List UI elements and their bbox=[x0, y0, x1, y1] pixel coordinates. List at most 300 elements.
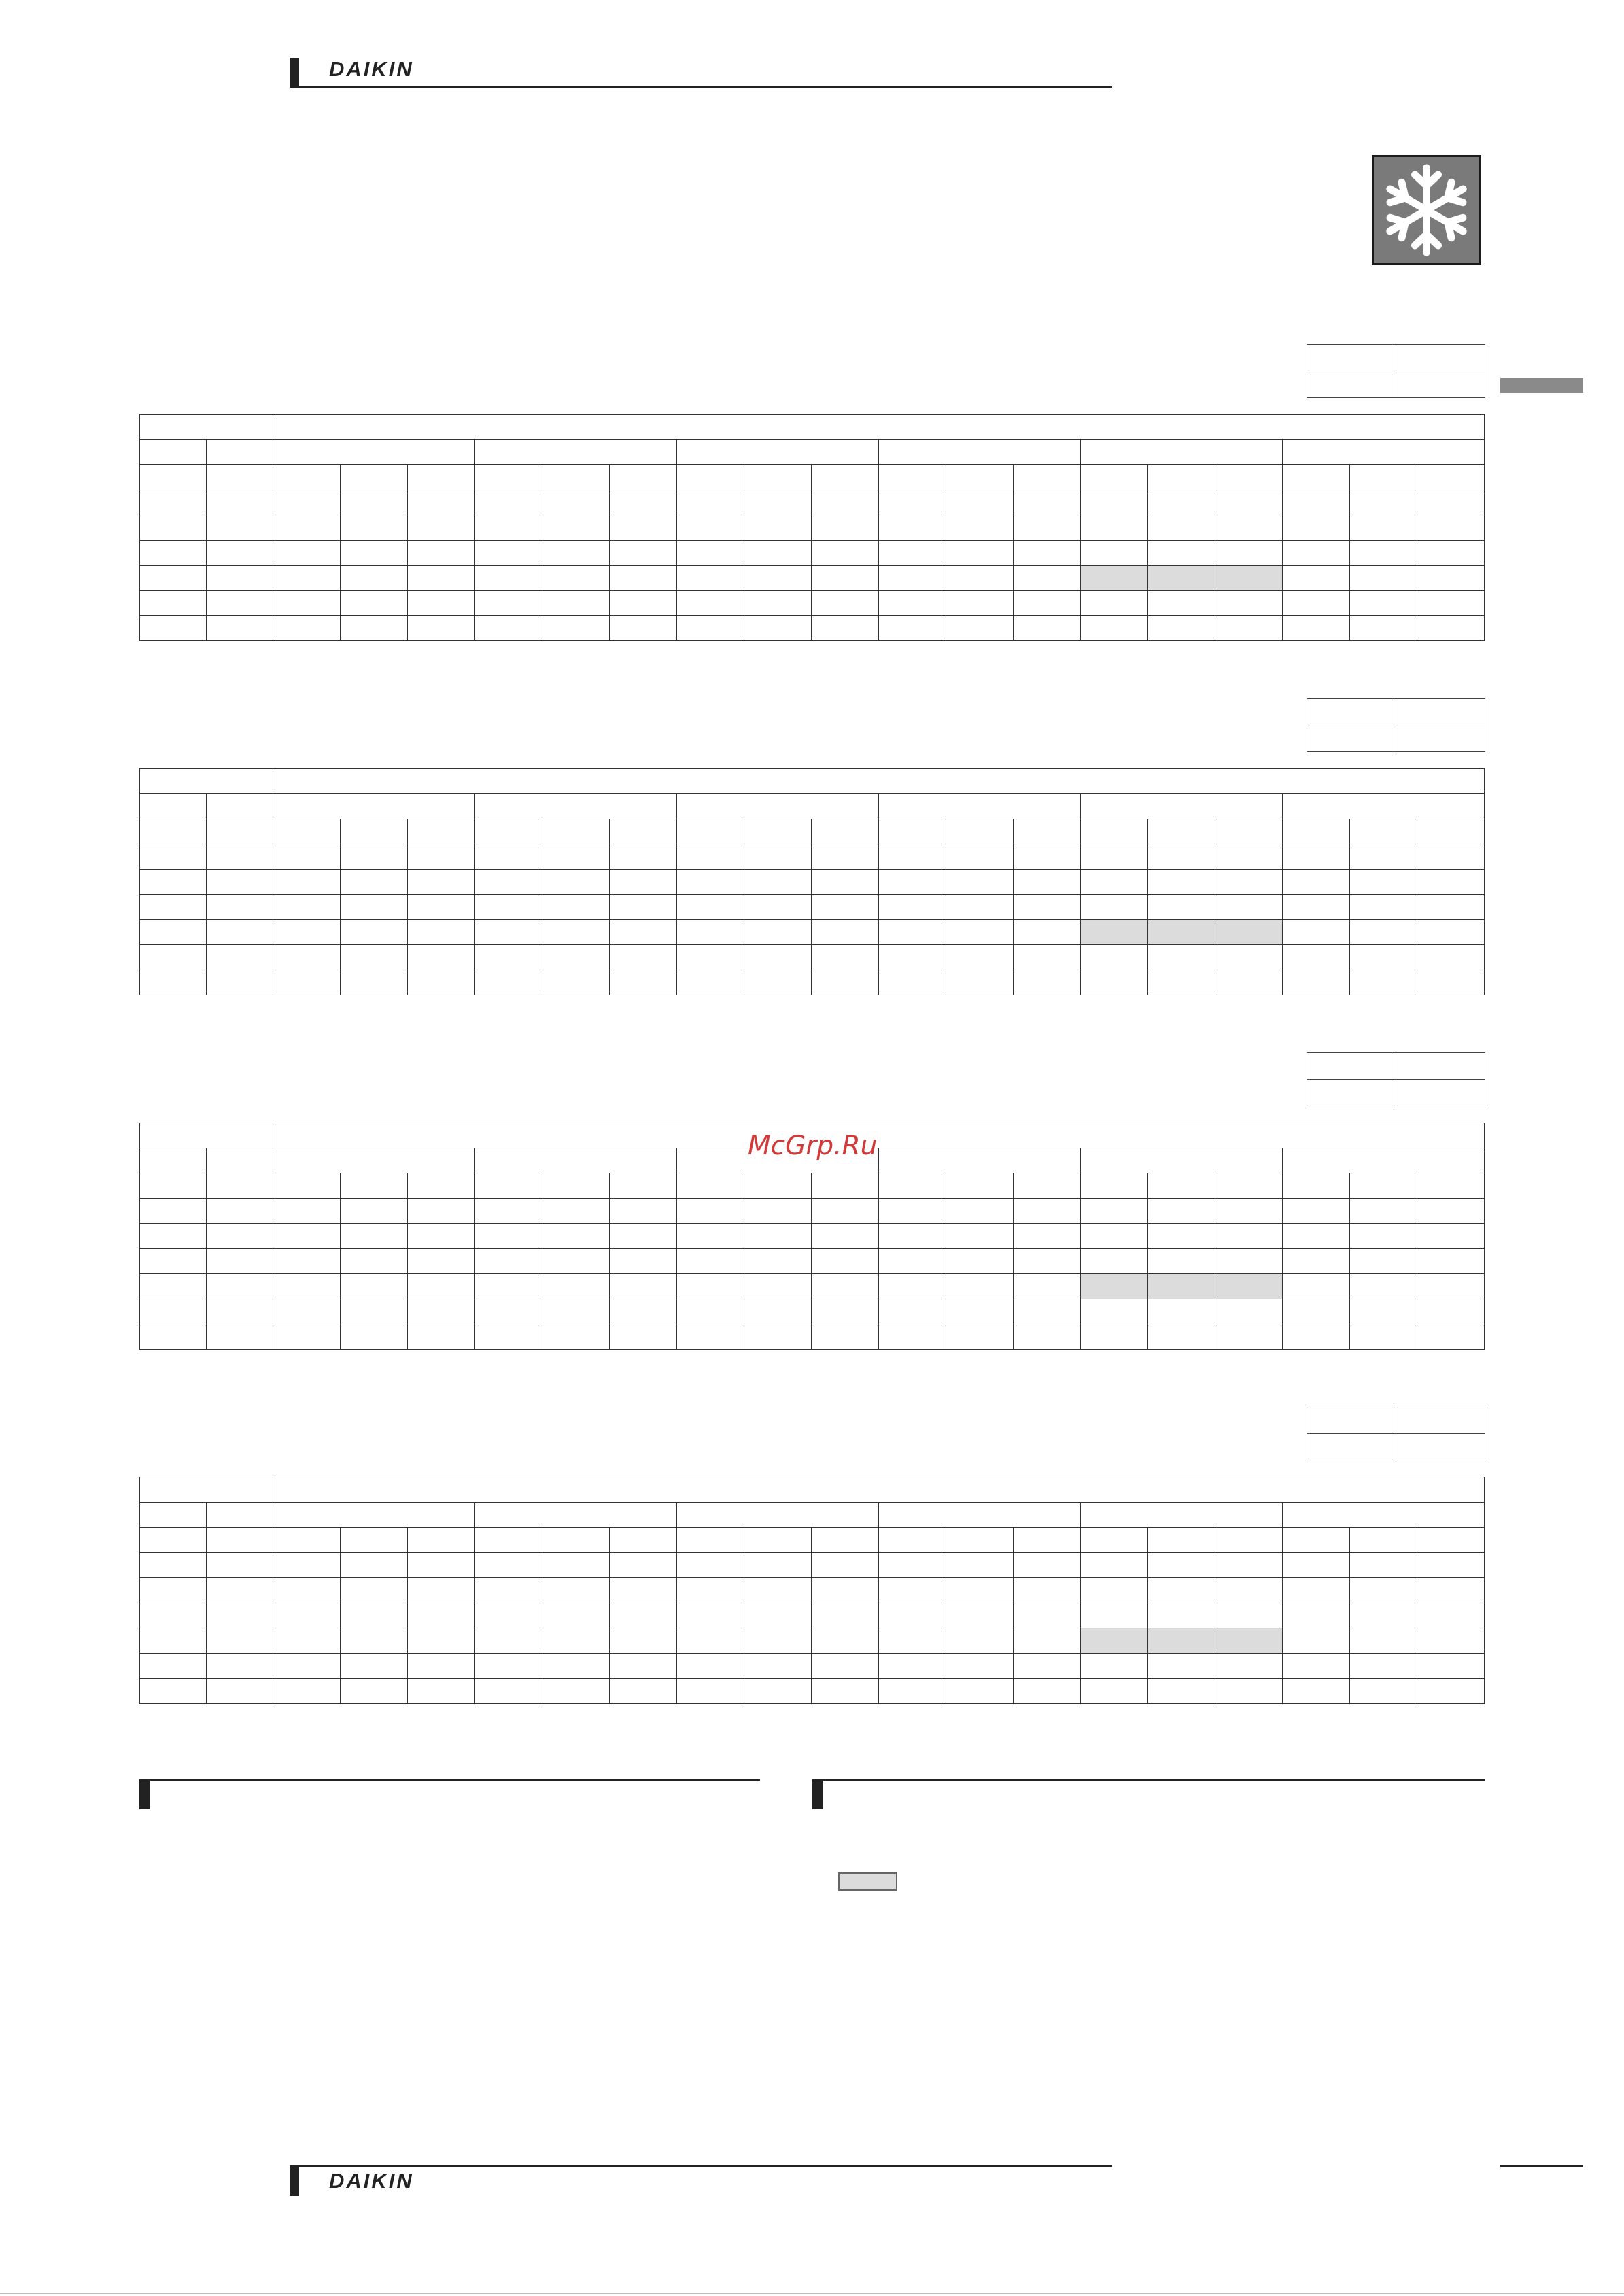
table-cell bbox=[475, 970, 542, 995]
watermark-text: McGrp.Ru bbox=[748, 1131, 878, 1161]
table-cell bbox=[677, 895, 744, 920]
table-cell bbox=[1215, 870, 1283, 895]
table-row bbox=[140, 945, 1485, 970]
notes-right-rule bbox=[812, 1779, 1485, 1781]
table-cell bbox=[408, 1603, 475, 1628]
capacity-table-2 bbox=[139, 768, 1485, 995]
table-cell bbox=[946, 515, 1014, 541]
table-cell bbox=[140, 1654, 207, 1679]
table-cell bbox=[879, 1249, 946, 1274]
table-cell bbox=[475, 895, 542, 920]
table-cell bbox=[1215, 1578, 1283, 1603]
table-cell bbox=[1215, 566, 1283, 591]
table-cell bbox=[879, 844, 946, 870]
table-cell bbox=[677, 1199, 744, 1224]
table-cell bbox=[1350, 591, 1417, 616]
table-cell bbox=[475, 844, 542, 870]
table-cell bbox=[542, 1578, 610, 1603]
table-cell bbox=[542, 1603, 610, 1628]
table-cell bbox=[1215, 515, 1283, 541]
table-cell bbox=[1014, 1628, 1081, 1654]
table-cell bbox=[610, 541, 677, 566]
table-cell bbox=[879, 870, 946, 895]
table-cell bbox=[140, 541, 207, 566]
table-group-header-cell bbox=[1081, 1148, 1283, 1173]
table-cell bbox=[1014, 1299, 1081, 1324]
table-group-header-cell bbox=[1081, 794, 1283, 819]
table-cell bbox=[408, 895, 475, 920]
table-cell bbox=[1014, 920, 1081, 945]
table-cell bbox=[207, 616, 273, 641]
table-cell bbox=[1081, 1324, 1148, 1350]
table-cell bbox=[677, 1578, 744, 1603]
table-cell bbox=[273, 844, 341, 870]
table-cell bbox=[1215, 819, 1283, 844]
mini-cell bbox=[1307, 371, 1396, 398]
table-cell bbox=[1215, 1679, 1283, 1704]
table-cell bbox=[1215, 591, 1283, 616]
table-subheader-row bbox=[140, 1503, 1485, 1528]
table-cell bbox=[542, 970, 610, 995]
table-cell bbox=[677, 844, 744, 870]
table-cell bbox=[1417, 1173, 1485, 1199]
table-cell bbox=[542, 870, 610, 895]
table-cell bbox=[946, 1528, 1014, 1553]
table-cell bbox=[1417, 1528, 1485, 1553]
table-cell bbox=[946, 1578, 1014, 1603]
table-cell bbox=[1148, 970, 1215, 995]
table-cell bbox=[1417, 541, 1485, 566]
table-cell bbox=[677, 515, 744, 541]
table-cell bbox=[610, 945, 677, 970]
table-cell bbox=[1081, 870, 1148, 895]
table-cell bbox=[812, 1603, 879, 1628]
table-cell bbox=[610, 1224, 677, 1249]
table-cell bbox=[408, 819, 475, 844]
table-cell bbox=[879, 1173, 946, 1199]
table-cell bbox=[1283, 566, 1350, 591]
table-cell bbox=[677, 1173, 744, 1199]
table-cell bbox=[408, 1224, 475, 1249]
table-cell bbox=[744, 1628, 812, 1654]
table-cell bbox=[1350, 895, 1417, 920]
table-cell bbox=[475, 591, 542, 616]
table-cell bbox=[744, 1249, 812, 1274]
table-cell bbox=[1215, 844, 1283, 870]
table-cell bbox=[408, 566, 475, 591]
table-cell bbox=[744, 616, 812, 641]
table-cell bbox=[207, 1324, 273, 1350]
table-cell bbox=[207, 1274, 273, 1299]
table-cell bbox=[744, 945, 812, 970]
table-cell bbox=[207, 970, 273, 995]
table-cell bbox=[207, 819, 273, 844]
table-cell bbox=[1215, 1199, 1283, 1224]
table-cell bbox=[542, 616, 610, 641]
table-cell bbox=[946, 1628, 1014, 1654]
table-cell bbox=[1081, 1679, 1148, 1704]
table-cell bbox=[140, 591, 207, 616]
table-cell bbox=[475, 1528, 542, 1553]
table-cell bbox=[273, 1679, 341, 1704]
table-cell bbox=[140, 1578, 207, 1603]
table-cell bbox=[610, 1603, 677, 1628]
table-header-cell bbox=[207, 440, 273, 465]
table-header-cell bbox=[140, 1477, 273, 1503]
table-cell bbox=[1014, 1324, 1081, 1350]
table-cell bbox=[1350, 616, 1417, 641]
table-cell bbox=[408, 616, 475, 641]
table-cell bbox=[542, 490, 610, 515]
table-cell bbox=[1081, 490, 1148, 515]
table-row bbox=[140, 920, 1485, 945]
table-cell bbox=[475, 490, 542, 515]
table-cell bbox=[408, 870, 475, 895]
table-cell bbox=[744, 541, 812, 566]
table-row bbox=[140, 616, 1485, 641]
mini-cell bbox=[1396, 371, 1485, 398]
table-cell bbox=[341, 870, 408, 895]
table-cell bbox=[273, 515, 341, 541]
table-cell bbox=[140, 1199, 207, 1224]
table-row bbox=[140, 1173, 1485, 1199]
table-cell bbox=[946, 591, 1014, 616]
table-cell bbox=[273, 616, 341, 641]
table-cell bbox=[1417, 515, 1485, 541]
mini-cell bbox=[1307, 1053, 1396, 1080]
table-cell bbox=[1148, 1199, 1215, 1224]
table-cell bbox=[341, 844, 408, 870]
table-cell bbox=[1283, 1578, 1350, 1603]
table-cell bbox=[1081, 1299, 1148, 1324]
table-cell bbox=[341, 819, 408, 844]
table-group-header-cell bbox=[1283, 794, 1485, 819]
mini-cell bbox=[1396, 699, 1485, 725]
table-cell bbox=[610, 1553, 677, 1578]
table-cell bbox=[1283, 1173, 1350, 1199]
table-group-header-cell bbox=[677, 440, 879, 465]
table-cell bbox=[475, 465, 542, 490]
snowflake-icon-box bbox=[1372, 155, 1481, 265]
table-cell bbox=[677, 1553, 744, 1578]
table-cell bbox=[744, 895, 812, 920]
table-cell bbox=[207, 1249, 273, 1274]
table-cell bbox=[475, 920, 542, 945]
table-row bbox=[140, 465, 1485, 490]
table-cell bbox=[542, 566, 610, 591]
table-cell bbox=[1014, 870, 1081, 895]
table-cell bbox=[1014, 1553, 1081, 1578]
table-row bbox=[140, 970, 1485, 995]
table-cell bbox=[140, 1274, 207, 1299]
notes-left-rule bbox=[139, 1779, 760, 1781]
table-header-row bbox=[140, 769, 1485, 794]
table-cell bbox=[879, 566, 946, 591]
table-cell bbox=[408, 1299, 475, 1324]
mini-cell bbox=[1396, 725, 1485, 752]
table-cell bbox=[744, 1299, 812, 1324]
table-cell bbox=[744, 1578, 812, 1603]
table-cell bbox=[1014, 970, 1081, 995]
table-cell bbox=[1417, 895, 1485, 920]
table-cell bbox=[677, 1324, 744, 1350]
table-cell bbox=[542, 1553, 610, 1578]
table-cell bbox=[1350, 1299, 1417, 1324]
table-cell bbox=[1081, 1224, 1148, 1249]
table-cell bbox=[475, 1173, 542, 1199]
table-cell bbox=[946, 1553, 1014, 1578]
mini-cell bbox=[1307, 345, 1396, 371]
table-cell bbox=[1215, 1528, 1283, 1553]
table-cell bbox=[677, 1299, 744, 1324]
table-cell bbox=[946, 1654, 1014, 1679]
table-cell bbox=[140, 970, 207, 995]
table-cell bbox=[1283, 591, 1350, 616]
table-cell bbox=[542, 1224, 610, 1249]
table-cell bbox=[812, 870, 879, 895]
table-row bbox=[140, 490, 1485, 515]
table-cell bbox=[1081, 1173, 1148, 1199]
mini-cell bbox=[1307, 1407, 1396, 1434]
table-cell bbox=[408, 541, 475, 566]
table-cell bbox=[812, 1578, 879, 1603]
table-cell bbox=[273, 566, 341, 591]
table-cell bbox=[812, 1224, 879, 1249]
table-cell bbox=[1283, 870, 1350, 895]
table-cell bbox=[946, 1274, 1014, 1299]
table-cell bbox=[1014, 591, 1081, 616]
table-cell bbox=[1350, 566, 1417, 591]
table-cell bbox=[946, 895, 1014, 920]
table-cell bbox=[879, 1654, 946, 1679]
table-cell bbox=[677, 920, 744, 945]
table-cell bbox=[475, 616, 542, 641]
table-cell bbox=[207, 945, 273, 970]
table-cell bbox=[341, 1324, 408, 1350]
table-cell bbox=[744, 1679, 812, 1704]
table-cell bbox=[475, 819, 542, 844]
table-cell bbox=[1350, 870, 1417, 895]
table-cell bbox=[1417, 1224, 1485, 1249]
table-cell bbox=[542, 591, 610, 616]
table-cell bbox=[341, 465, 408, 490]
header-accent-bar bbox=[290, 58, 299, 88]
table-cell bbox=[273, 1528, 341, 1553]
table-cell bbox=[879, 490, 946, 515]
table-header-cell bbox=[140, 1503, 207, 1528]
table-cell bbox=[812, 616, 879, 641]
table-cell bbox=[1148, 1578, 1215, 1603]
table-cell bbox=[1417, 1679, 1485, 1704]
table-cell bbox=[273, 1224, 341, 1249]
spec-mini-table-4 bbox=[1307, 1407, 1485, 1460]
table-cell bbox=[1081, 970, 1148, 995]
table-row bbox=[140, 1224, 1485, 1249]
table-cell bbox=[207, 1603, 273, 1628]
table-cell bbox=[542, 895, 610, 920]
table-row bbox=[140, 1528, 1485, 1553]
table-cell bbox=[1148, 1679, 1215, 1704]
table-cell bbox=[1148, 541, 1215, 566]
table-cell bbox=[744, 1528, 812, 1553]
table-cell bbox=[341, 1528, 408, 1553]
table-cell bbox=[677, 1628, 744, 1654]
table-cell bbox=[542, 920, 610, 945]
table-cell bbox=[1283, 945, 1350, 970]
mini-cell bbox=[1307, 1080, 1396, 1106]
table-cell bbox=[1014, 1173, 1081, 1199]
table-cell bbox=[1350, 1628, 1417, 1654]
table-cell bbox=[1417, 819, 1485, 844]
table-cell bbox=[879, 1679, 946, 1704]
table-cell bbox=[1350, 515, 1417, 541]
table-cell bbox=[1417, 1249, 1485, 1274]
table-cell bbox=[207, 1628, 273, 1654]
table-cell bbox=[140, 616, 207, 641]
table-cell bbox=[946, 970, 1014, 995]
table-cell bbox=[475, 515, 542, 541]
table-group-header-cell bbox=[1283, 1503, 1485, 1528]
table-cell bbox=[475, 1654, 542, 1679]
table-cell bbox=[273, 1603, 341, 1628]
table-cell bbox=[1283, 920, 1350, 945]
table-cell bbox=[946, 616, 1014, 641]
table-row bbox=[140, 591, 1485, 616]
table-cell bbox=[273, 490, 341, 515]
table-cell bbox=[542, 1299, 610, 1324]
table-cell bbox=[1148, 1654, 1215, 1679]
table-row bbox=[140, 1274, 1485, 1299]
table-cell bbox=[1014, 616, 1081, 641]
table-cell bbox=[273, 970, 341, 995]
table-cell bbox=[1081, 1603, 1148, 1628]
table-cell bbox=[879, 1299, 946, 1324]
table-cell bbox=[1350, 1224, 1417, 1249]
table-cell bbox=[610, 1628, 677, 1654]
table-cell bbox=[542, 1274, 610, 1299]
table-cell bbox=[1417, 566, 1485, 591]
mini-cell bbox=[1307, 699, 1396, 725]
table-header-cell bbox=[140, 440, 207, 465]
table-cell bbox=[610, 895, 677, 920]
table-cell bbox=[273, 870, 341, 895]
table-cell bbox=[879, 541, 946, 566]
table-cell bbox=[341, 1654, 408, 1679]
table-cell bbox=[1148, 895, 1215, 920]
table-cell bbox=[475, 1299, 542, 1324]
table-cell bbox=[408, 1578, 475, 1603]
table-group-header-cell bbox=[273, 1148, 475, 1173]
table-cell bbox=[408, 1199, 475, 1224]
table-header-row bbox=[140, 1477, 1485, 1503]
table-cell bbox=[1283, 819, 1350, 844]
table-cell bbox=[1148, 490, 1215, 515]
table-cell bbox=[1215, 1553, 1283, 1578]
table-cell bbox=[1148, 1173, 1215, 1199]
table-cell bbox=[744, 819, 812, 844]
table-cell bbox=[879, 1578, 946, 1603]
table-subheader-row bbox=[140, 440, 1485, 465]
table-cell bbox=[140, 515, 207, 541]
table-cell bbox=[812, 1324, 879, 1350]
table-cell bbox=[408, 920, 475, 945]
table-cell bbox=[1350, 1528, 1417, 1553]
table-cell bbox=[1081, 1274, 1148, 1299]
table-cell bbox=[744, 490, 812, 515]
table-cell bbox=[879, 1553, 946, 1578]
table-cell bbox=[341, 1224, 408, 1249]
footer-logo: DAIKIN bbox=[329, 2169, 414, 2193]
table-cell bbox=[677, 1528, 744, 1553]
table-cell bbox=[946, 1324, 1014, 1350]
table-cell bbox=[475, 1603, 542, 1628]
table-cell bbox=[610, 616, 677, 641]
table-cell bbox=[744, 970, 812, 995]
table-cell bbox=[408, 490, 475, 515]
table-cell bbox=[408, 1249, 475, 1274]
table-cell bbox=[946, 1603, 1014, 1628]
table-cell bbox=[812, 490, 879, 515]
table-group-header-cell bbox=[475, 1503, 677, 1528]
table-cell bbox=[879, 1199, 946, 1224]
table-cell bbox=[812, 945, 879, 970]
table-cell bbox=[207, 920, 273, 945]
table-cell bbox=[140, 1224, 207, 1249]
table-cell bbox=[1215, 616, 1283, 641]
table-cell bbox=[341, 1173, 408, 1199]
table-cell bbox=[1350, 1679, 1417, 1704]
table-group-header-cell bbox=[879, 1148, 1081, 1173]
table-header-cell bbox=[273, 415, 1485, 440]
table-header-cell bbox=[140, 1123, 273, 1148]
table-row bbox=[140, 566, 1485, 591]
mini-cell bbox=[1396, 1080, 1485, 1106]
table-cell bbox=[1350, 1578, 1417, 1603]
table-header-cell bbox=[140, 415, 273, 440]
table-group-header-cell bbox=[1283, 440, 1485, 465]
table-cell bbox=[946, 920, 1014, 945]
table-row bbox=[140, 541, 1485, 566]
table-cell bbox=[946, 490, 1014, 515]
table-cell bbox=[207, 541, 273, 566]
table-cell bbox=[610, 1173, 677, 1199]
table-cell bbox=[1014, 1249, 1081, 1274]
table-cell bbox=[1283, 1274, 1350, 1299]
table-cell bbox=[207, 844, 273, 870]
footer-accent-bar bbox=[290, 2166, 299, 2196]
table-cell bbox=[610, 1299, 677, 1324]
table-cell bbox=[1350, 541, 1417, 566]
mini-cell bbox=[1396, 1407, 1485, 1434]
table-cell bbox=[273, 945, 341, 970]
table-cell bbox=[207, 515, 273, 541]
notes-right-accent-bar bbox=[812, 1779, 823, 1809]
table-cell bbox=[1148, 566, 1215, 591]
table-cell bbox=[1014, 465, 1081, 490]
table-cell bbox=[542, 465, 610, 490]
mini-cell bbox=[1396, 345, 1485, 371]
footer-right-rule bbox=[1500, 2165, 1583, 2167]
table-cell bbox=[542, 1654, 610, 1679]
table-cell bbox=[677, 1654, 744, 1679]
table-cell bbox=[207, 1528, 273, 1553]
table-cell bbox=[879, 1528, 946, 1553]
table-cell bbox=[1283, 1299, 1350, 1324]
table-cell bbox=[946, 1173, 1014, 1199]
table-cell bbox=[341, 1578, 408, 1603]
table-cell bbox=[879, 945, 946, 970]
table-cell bbox=[610, 1249, 677, 1274]
